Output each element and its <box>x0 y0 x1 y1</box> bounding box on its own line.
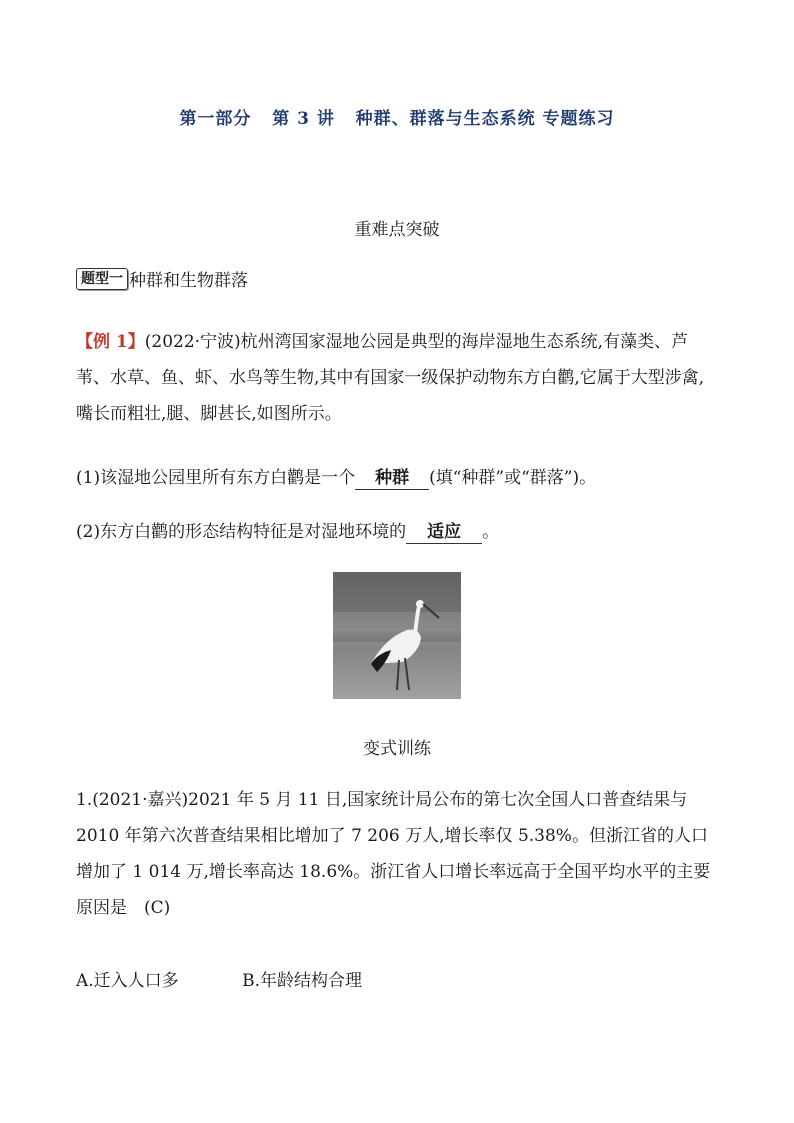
stork-photo <box>333 572 461 699</box>
question-1-options <box>76 966 420 991</box>
option-a: A.迁入人口多 <box>76 971 179 991</box>
title-lecture: 第 3 讲 <box>272 109 335 129</box>
example-question-2: (2)东方白鹳的形态结构特征是对湿地环境的 适应 。 <box>76 522 500 542</box>
example-tag: 【例 1】 <box>76 332 145 352</box>
title-topic: 种群、群落与生态系统 专题练习 <box>355 109 615 129</box>
example-paragraph <box>76 324 718 432</box>
example-question-1: (1)该湿地公园里所有东方白鹳是一个 种群 (填“种群”或“群落”)。 <box>76 468 597 488</box>
answer-blank-2: 适应 <box>406 521 482 544</box>
question-1-text: 1.(2021·嘉兴)2021 年 5 月 11 日,国家统计局公布的第七次全国人口普查结果与 2010 年第六次普查结果相比增加了 7 206 万人,增长率仅 5.38%。但浙江省的人口增加了 1 014 万,增长率高达 18.6%。浙江省人口增长率远高于全国平均水平的主要原因是 (C) <box>76 790 711 918</box>
title-part: 第一部分 <box>179 109 252 129</box>
sub-heading: 变式训练 <box>363 739 431 759</box>
section-heading: 重难点突破 <box>354 220 440 240</box>
page-title <box>0 104 794 129</box>
question-type-row <box>76 266 248 291</box>
answer-blank-1: 种群 <box>355 467 429 490</box>
example-text: (2022·宁波)杭州湾国家湿地公园是典型的海岸湿地生态系统,有藻类、芦苇、水草、鱼、虾、水鸟等生物,其中有国家一级保护动物东方白鹳,它属于大型涉禽,嘴长而粗壮,腿、脚甚长,如图所示。 <box>76 332 705 424</box>
question-type-label: 种群和生物群落 <box>129 271 248 291</box>
question-type-tag: 题型一 <box>76 268 128 290</box>
option-b: B.年龄结构合理 <box>242 971 362 991</box>
